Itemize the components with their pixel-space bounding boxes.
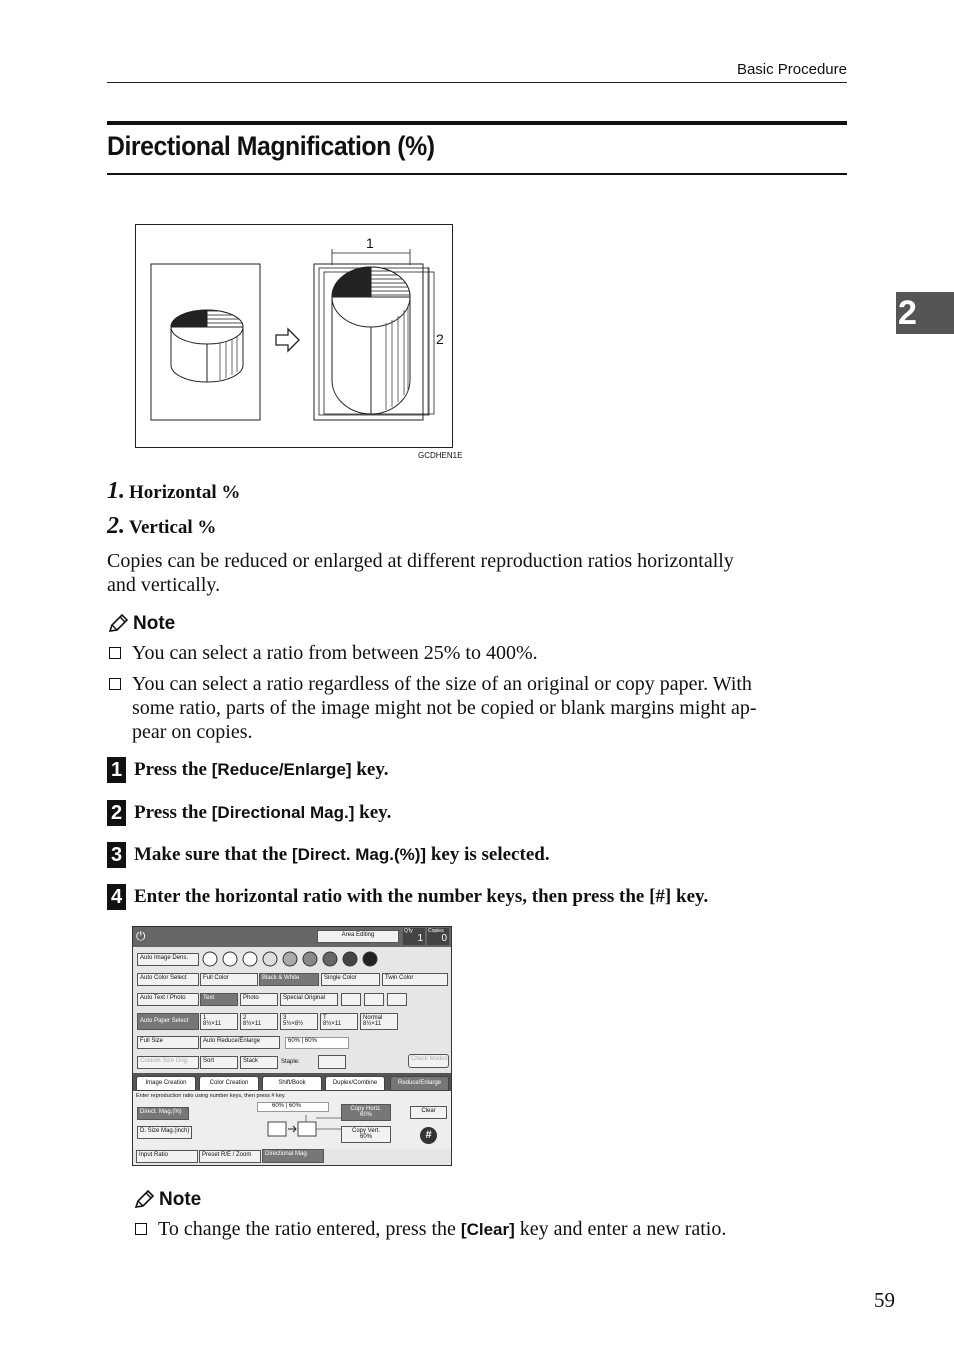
key-name: [Directional Mag.] (211, 803, 355, 822)
original-cylinder (171, 310, 243, 382)
legend-label: Horizontal % (129, 482, 241, 503)
note-item-1: You can select a ratio from between 25% to 400%. (107, 641, 852, 665)
note-heading: Note (133, 1189, 201, 1211)
tab-shift-book[interactable]: Shift/Book (262, 1076, 322, 1091)
section-title: Directional Magnification (%) (107, 131, 435, 161)
custom-size-original-button[interactable]: Custom Size Orig. (137, 1056, 199, 1069)
area-editing-button[interactable]: Area Editing (317, 930, 399, 943)
stack-button[interactable]: Stack (240, 1056, 278, 1069)
auto-text-photo-button[interactable]: Auto Text / Photo (137, 993, 199, 1006)
single-color-button[interactable]: Single Color (321, 973, 380, 986)
bypass-normal-button[interactable]: Normal 8½×11 (360, 1013, 398, 1030)
text-mode-button[interactable]: Text (200, 993, 238, 1006)
key-name: [Reduce/Enlarge] (211, 760, 352, 779)
auto-color-select-button[interactable]: Auto Color Select (137, 973, 199, 986)
copy-horizontal-button[interactable]: Copy Horiz. 60% (341, 1104, 391, 1121)
tab-directional-mag[interactable]: Directional Mag. (262, 1149, 324, 1163)
legend-label: Vertical % (129, 517, 217, 538)
tab-preset-zoom[interactable]: Preset R/E / Zoom (199, 1150, 261, 1163)
step-3: 3 Make sure that the [Direct. Mag.(%)] key is selected. (107, 842, 550, 868)
copies-display: Copies 0 (428, 928, 447, 944)
note2-item: To change the ratio entered, press the [Clear] key and enter a new ratio. (133, 1217, 853, 1242)
pencil-icon (107, 614, 129, 634)
tray-2-button[interactable]: 2 8½×11 (240, 1013, 278, 1030)
legend-number: 2. (107, 513, 125, 539)
original-icon-3[interactable] (387, 993, 407, 1006)
hash-key-button[interactable]: # (420, 1127, 437, 1144)
twin-color-button[interactable]: Twin Color (382, 973, 448, 986)
directional-mag-figure (135, 224, 453, 448)
original-icon-1[interactable] (341, 993, 361, 1006)
enlarged-cylinder (332, 267, 410, 414)
figure-illustration (136, 225, 452, 447)
tab-input-ratio[interactable]: Input Ratio (136, 1150, 198, 1163)
tray-t-button[interactable]: T 8½×11 (320, 1013, 358, 1030)
control-panel-screen (132, 926, 452, 1166)
auto-paper-select-button[interactable]: Auto Paper Select (137, 1013, 199, 1030)
special-original-button[interactable]: Special Original (280, 993, 338, 1006)
step-1: 1 Press the [Reduce/Enlarge] key. (107, 757, 389, 783)
callout-1: 1 (366, 235, 374, 251)
checkbox-icon (135, 1223, 147, 1235)
tray-1-button[interactable]: 1 8½×11 (200, 1013, 238, 1030)
legend-item-2 (107, 513, 216, 540)
auto-image-density-button[interactable]: Auto Image Dens. (137, 953, 199, 966)
step-marker: 1 (107, 757, 126, 783)
tab-color-creation[interactable]: Color Creation (199, 1076, 259, 1091)
power-icon: ⏻ (136, 929, 146, 943)
direct-ratio-readout: 60% | 60% (257, 1102, 329, 1112)
title-rule-bottom (107, 173, 847, 175)
step-4: 4 Enter the horizontal ratio with the number keys, then press the [#] key. (107, 884, 708, 910)
density-dots (201, 950, 381, 968)
key-name: [Direct. Mag.(%)] (291, 845, 427, 864)
intro-paragraph (107, 549, 852, 597)
copy-vertical-button[interactable]: Copy Vert. 60% (341, 1126, 391, 1143)
page-number: 59 (874, 1288, 895, 1312)
intro-line: and vertically. (107, 574, 221, 596)
clear-button[interactable]: Clear (410, 1106, 447, 1119)
tab-reduce-enlarge[interactable]: Reduce/Enlarge (390, 1076, 449, 1091)
callout-2: 2 (436, 331, 444, 347)
checkbox-icon (109, 678, 121, 690)
header-rule (107, 82, 847, 83)
title-rule-top (107, 121, 847, 125)
step-marker: 4 (107, 884, 126, 910)
tray-3-button[interactable]: 3 5½×8½ (280, 1013, 318, 1030)
staple-position-button[interactable] (318, 1055, 346, 1069)
full-size-button[interactable]: Full Size (137, 1036, 199, 1049)
arrow-icon (276, 329, 299, 351)
full-color-button[interactable]: Full Color (200, 973, 258, 986)
direct-mag-percent-button[interactable]: Direct. Mag.(%) (137, 1107, 189, 1120)
direction-diagram-icon (266, 1113, 341, 1139)
step-marker: 3 (107, 842, 126, 868)
original-icon-2[interactable] (364, 993, 384, 1006)
tab-image-creation[interactable]: Image Creation (136, 1076, 196, 1091)
clear-key-name: [Clear] (460, 1220, 515, 1239)
checkbox-icon (109, 647, 121, 659)
pencil-icon (133, 1190, 155, 1210)
tab-duplex-combine[interactable]: Duplex/Combine (325, 1076, 385, 1091)
legend-number: 1. (107, 478, 125, 504)
staple-label: Staple: (281, 1059, 300, 1065)
note-heading: Note (107, 613, 175, 635)
auto-reduce-enlarge-button[interactable]: Auto Reduce/Enlarge (200, 1036, 280, 1049)
note-item-2: You can select a ratio regardless of the size of an original or copy paper. With some ratio, parts of the image might not be copied or blank margins might ap- pear on copies. (107, 672, 852, 744)
running-header: Basic Procedure (736, 61, 847, 78)
qty-display: Q'ty 1 (404, 928, 423, 944)
black-white-button[interactable]: Black & White (259, 973, 319, 986)
sort-button[interactable]: Sort (200, 1056, 238, 1069)
legend-item-1 (107, 478, 240, 505)
step-2: 2 Press the [Directional Mag.] key. (107, 800, 391, 826)
figure-code: GCDHEN1E (418, 451, 463, 460)
ratio-readout: 60% | 60% (285, 1037, 349, 1049)
step-marker: 2 (107, 800, 126, 826)
intro-line: Copies can be reduced or enlarged at different reproduction ratios horizontally (107, 550, 734, 572)
chapter-tab: 2 (896, 292, 954, 334)
instruction-text: Enter reproduction ratio using number keys, then press # key. (136, 1093, 286, 1099)
photo-mode-button[interactable]: Photo (240, 993, 278, 1006)
direct-size-mag-inch-button[interactable]: D. Size Mag.(inch) (137, 1126, 192, 1139)
check-modes-button[interactable]: Check Modes (408, 1054, 449, 1068)
